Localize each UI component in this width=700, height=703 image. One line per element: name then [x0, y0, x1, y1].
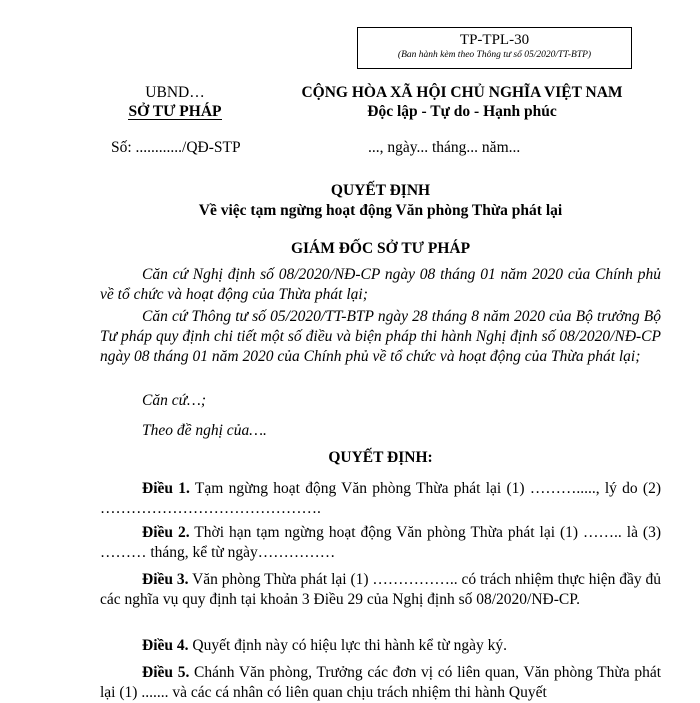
legal-basis-3: Căn cứ…;: [142, 392, 206, 409]
decision-heading: QUYẾT ĐỊNH:: [328, 449, 433, 466]
article-4-text: Quyết định này có hiệu lực thi hành kể từ ngày ký.: [188, 637, 508, 654]
motto-wrap: [282, 103, 642, 121]
article-1-label: Điều 1.: [142, 480, 190, 497]
legal-basis-4: Theo đề nghị của….: [142, 422, 267, 439]
article-5: [100, 663, 661, 703]
legal-basis-1: Căn cứ Nghị định số 08/2020/NĐ-CP ngày 08 tháng 01 năm 2020 của Chính phủ về tổ chức và hoạt động của Thừa phát lại;: [100, 266, 661, 303]
article-2-text: Thời hạn tạm ngừng hoạt động Văn phòng Thừa phát lại (1) …….. là (3) ……… tháng, kể từ ngày……………: [100, 524, 661, 561]
form-code: TP-TPL-30: [459, 32, 530, 48]
agency-name: UBND…: [145, 84, 205, 101]
document-subject: Về việc tạm ngừng hoạt động Văn phòng Thừa phát lại: [198, 202, 563, 219]
article-3-text: Văn phòng Thừa phát lại (1) …………….. có trách nhiệm thực hiện đầy đủ các nghĩa vụ quy định tại khoản 3 Điều 29 của Nghị định số 08/2020/NĐ-CP.: [100, 571, 662, 608]
document-title: QUYẾT ĐỊNH: [330, 182, 431, 199]
article-2: [100, 523, 661, 563]
department-name-wrap: [110, 103, 240, 121]
article-5-label: Điều 5.: [142, 664, 190, 681]
article-1-text: Tạm ngừng hoạt động Văn phòng Thừa phát lại (1) ………....., lý do (2) …………………………………….: [100, 480, 662, 517]
document-number: Số: ............/QĐ-STP: [111, 139, 241, 156]
legal-basis-2: Căn cứ Thông tư số 05/2020/TT-BTP ngày 28 tháng 8 năm 2020 của Bộ trưởng Bộ Tư pháp quy định chi tiết một số điều và biện pháp thi hành Nghị định số 08/2020/NĐ-CP ngày 08 tháng 01 năm 2020 của Chính phủ về tổ chức và hoạt động của Thừa phát lại;: [100, 308, 661, 365]
article-4: [100, 636, 661, 656]
national-motto: Độc lập - Tự do - Hạnh phúc: [367, 103, 557, 120]
document-date: ..., ngày... tháng... năm...: [368, 139, 521, 156]
form-code-box: [357, 27, 632, 69]
article-1: [100, 479, 661, 519]
article-2-label: Điều 2.: [142, 524, 190, 541]
department-name: SỞ TƯ PHÁP: [128, 103, 222, 120]
country-name: CỘNG HÒA XÃ HỘI CHỦ NGHĨA VIỆT NAM: [301, 84, 623, 101]
article-4-label: Điều 4.: [142, 637, 189, 654]
article-3-label: Điều 3.: [142, 571, 189, 588]
form-issuance-note: (Ban hành kèm theo Thông tư số 05/2020/TT-BTP): [397, 50, 592, 60]
article-3: [100, 570, 661, 610]
article-5-text: Chánh Văn phòng, Trưởng các đơn vị có liên quan, Văn phòng Thừa phát lại (1) ....... và các cá nhân có liên quan chịu trách nhiệm thi hành Quyết: [100, 664, 662, 701]
issuing-authority: GIÁM ĐỐC SỞ TƯ PHÁP: [290, 240, 471, 257]
